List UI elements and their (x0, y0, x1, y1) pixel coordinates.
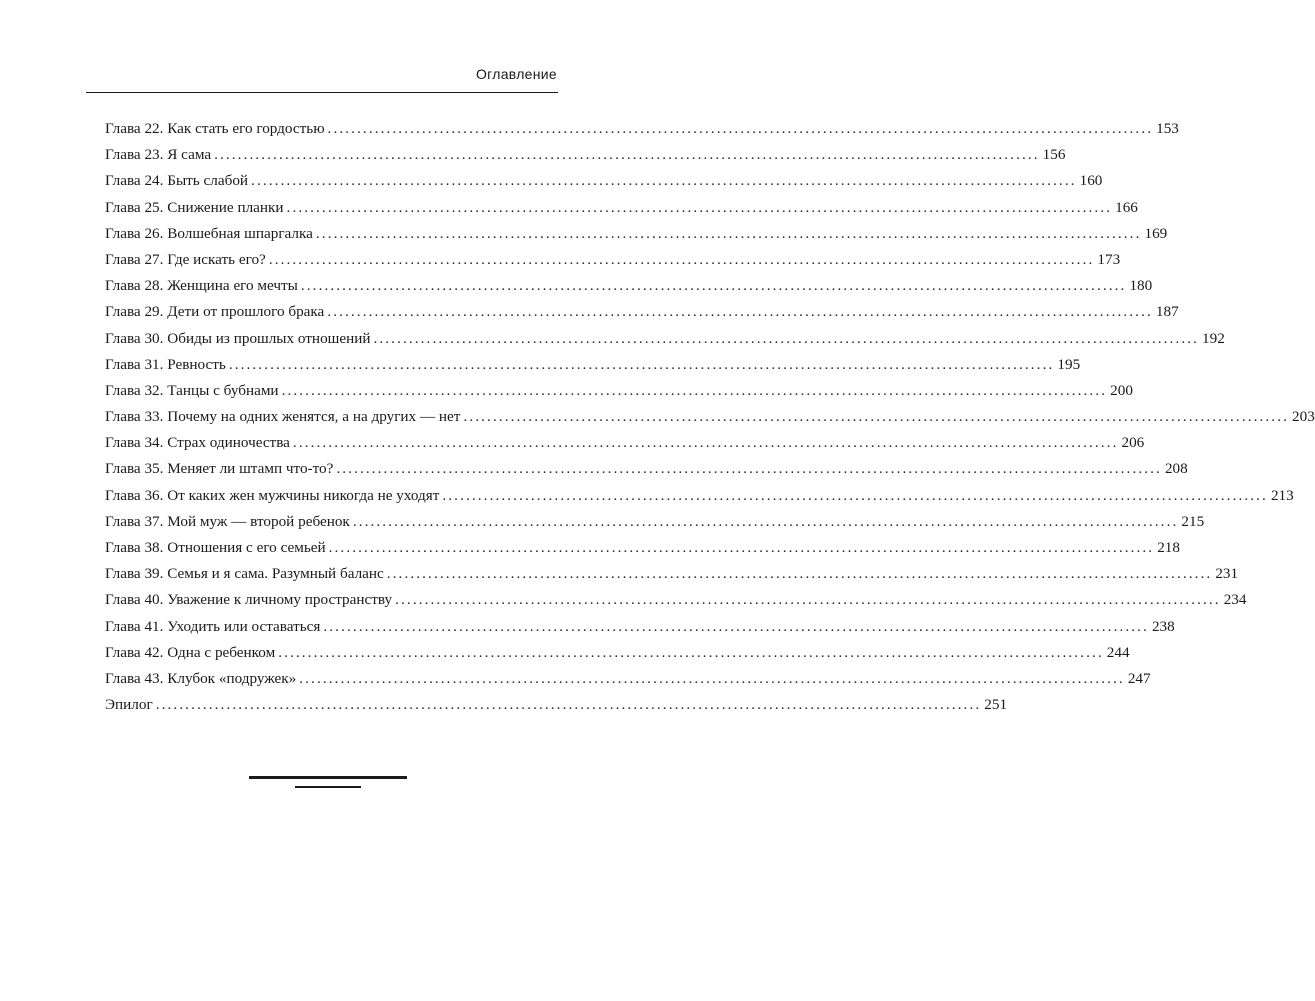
dot-leader: ............................................................................................................................................ (278, 643, 1104, 661)
dot-leader: ............................................................................................................................................ (395, 591, 1221, 609)
toc-entry-title: Глава 33. Почему на одних женятся, а на других — нет (105, 408, 461, 426)
toc-entry-page-number: 251 (984, 696, 1008, 714)
dot-leader: ............................................................................................................................................ (292, 434, 1119, 452)
dot-leader: ............................................................................................................................................ (463, 408, 1289, 426)
toc-entry[interactable] (105, 326, 1225, 352)
toc-entry-title: Глава 28. Женщина его мечты (105, 277, 298, 295)
dot-leader: ............................................................................................................................................ (300, 277, 1127, 295)
toc-entry-title: Глава 25. Снижение планки (105, 198, 284, 216)
dot-leader: ............................................................................................................................................ (442, 486, 1268, 504)
toc-entry-page-number: 247 (1127, 669, 1151, 687)
dot-leader: ............................................................................................................................................ (251, 172, 1077, 190)
toc-entry-page-number: 173 (1097, 250, 1121, 268)
toc-entry[interactable] (105, 299, 1179, 325)
toc-entry-title: Глава 26. Волшебная шпаргалка (105, 224, 313, 242)
dot-leader: ............................................................................................................................................ (352, 512, 1179, 530)
toc-entry-title: Глава 22. Как стать его гордостью (105, 120, 325, 137)
toc-entry-page-number: 180 (1129, 277, 1153, 295)
toc-entry-page-number: 192 (1202, 329, 1225, 347)
table-of-contents (105, 116, 1315, 718)
toc-entry[interactable] (105, 352, 1081, 378)
toc-entry-title: Глава 29. Дети от прошлого брака (105, 303, 325, 321)
toc-entry[interactable] (105, 640, 1130, 666)
toc-entry-title: Глава 30. Обиды из прошлых отношений (105, 329, 371, 347)
toc-entry[interactable] (105, 116, 1179, 142)
dot-leader: ............................................................................................................................................ (299, 669, 1125, 687)
end-ornament-short-rule (295, 786, 361, 788)
dot-leader: ............................................................................................................................................ (328, 539, 1155, 556)
dot-leader: ............................................................................................................................................ (214, 146, 1040, 164)
dot-leader: ............................................................................................................................................ (268, 250, 1095, 268)
toc-entry[interactable] (105, 535, 1180, 561)
dot-leader: ............................................................................................................................................ (323, 617, 1149, 635)
toc-entry-title: Глава 40. Уважение к личному пространству (105, 591, 393, 609)
running-head-title: Оглавление (475, 66, 557, 82)
dot-leader: ............................................................................................................................................ (155, 696, 982, 714)
toc-entry-title: Глава 37. Мой муж — второй ребенок (105, 512, 350, 530)
toc-entry-title: Глава 41. Уходить или оставаться (105, 617, 321, 635)
toc-entry[interactable] (105, 666, 1151, 692)
toc-entry[interactable] (105, 142, 1066, 168)
toc-entry-title: Глава 24. Быть слабой (105, 172, 249, 190)
toc-entry[interactable] (105, 430, 1145, 456)
toc-entry[interactable] (105, 273, 1153, 299)
toc-entry-page-number: 244 (1106, 643, 1130, 661)
toc-entry-page-number: 166 (1115, 198, 1138, 216)
end-ornament-long-rule (249, 776, 407, 779)
toc-entry-title: Глава 38. Отношения с его семьей (105, 539, 326, 556)
toc-entry-title: Глава 23. Я сама (105, 146, 212, 164)
toc-entry-page-number: 231 (1215, 565, 1239, 583)
dot-leader: ............................................................................................................................................ (327, 120, 1154, 137)
toc-entry[interactable] (105, 483, 1294, 509)
toc-entry-page-number: 195 (1057, 355, 1081, 373)
dot-leader: ............................................................................................................................................ (281, 381, 1108, 399)
toc-entry-page-number: 200 (1110, 381, 1133, 399)
toc-entry-page-number: 187 (1155, 303, 1179, 321)
toc-entry[interactable] (105, 456, 1188, 482)
toc-entry[interactable] (105, 221, 1168, 247)
toc-entry-title: Глава 42. Одна с ребенком (105, 643, 276, 661)
dot-leader: ............................................................................................................................................ (286, 198, 1113, 216)
toc-entry-title: Глава 34. Страх одиночества (105, 434, 290, 452)
toc-entry-title: Глава 31. Ревность (105, 355, 226, 373)
toc-entry[interactable] (105, 692, 1008, 718)
toc-entry[interactable] (105, 378, 1133, 404)
toc-entry-page-number: 215 (1181, 512, 1205, 530)
toc-entry[interactable] (105, 509, 1205, 535)
toc-entry-page-number: 153 (1156, 120, 1179, 137)
toc-entry-page-number: 218 (1157, 539, 1180, 556)
dot-leader: ............................................................................................................................................ (373, 329, 1200, 347)
dot-leader: ............................................................................................................................................ (386, 565, 1213, 583)
toc-entry-title: Глава 39. Семья и я сама. Разумный баланс (105, 565, 384, 583)
toc-entry-page-number: 213 (1270, 486, 1294, 504)
header-rule (86, 92, 558, 93)
toc-entry-page-number: 234 (1223, 591, 1247, 609)
toc-entry[interactable] (105, 168, 1103, 194)
dot-leader: ............................................................................................................................................ (336, 460, 1162, 478)
toc-entry[interactable] (105, 614, 1175, 640)
toc-entry-page-number: 238 (1151, 617, 1175, 635)
toc-entry-title: Глава 36. От каких жен мужчины никогда не уходят (105, 486, 440, 504)
toc-entry-title: Эпилог (105, 696, 153, 714)
toc-entry-page-number: 206 (1121, 434, 1145, 452)
dot-leader: ............................................................................................................................................ (327, 303, 1153, 321)
toc-entry[interactable] (105, 247, 1121, 273)
toc-entry-title: Глава 32. Танцы с бубнами (105, 381, 279, 399)
toc-entry[interactable] (105, 195, 1138, 221)
toc-entry-page-number: 156 (1042, 146, 1066, 164)
toc-entry-page-number: 203 (1292, 408, 1315, 426)
toc-entry-page-number: 208 (1164, 460, 1188, 478)
toc-entry-page-number: 160 (1079, 172, 1103, 190)
toc-entry[interactable] (105, 561, 1239, 587)
toc-entry-title: Глава 35. Меняет ли штамп что-то? (105, 460, 334, 478)
toc-entry[interactable] (105, 404, 1315, 430)
toc-entry-page-number: 169 (1144, 224, 1168, 242)
dot-leader: ............................................................................................................................................ (228, 355, 1055, 373)
toc-entry-title: Глава 43. Клубок «подружек» (105, 669, 297, 687)
toc-entry[interactable] (105, 587, 1247, 613)
dot-leader: ............................................................................................................................................ (315, 224, 1142, 242)
toc-entry-title: Глава 27. Где искать его? (105, 250, 266, 268)
